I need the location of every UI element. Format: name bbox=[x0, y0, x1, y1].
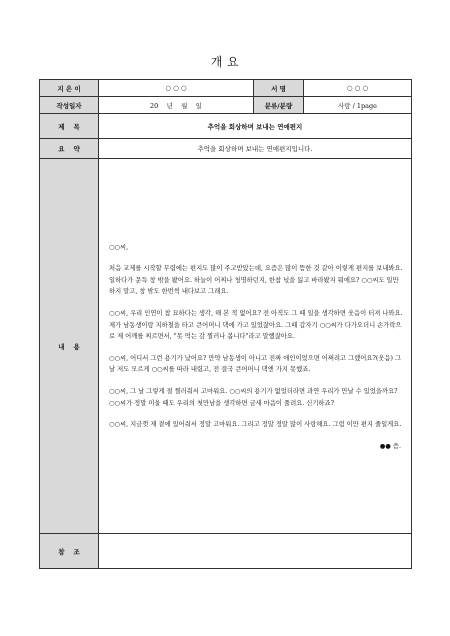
overview-form-table bbox=[39, 79, 412, 569]
letter-signature: ●● 씀. bbox=[379, 442, 401, 450]
reference-value bbox=[99, 534, 412, 569]
subject-row bbox=[40, 114, 412, 139]
date-row bbox=[40, 97, 412, 114]
summary-label: 요 약 bbox=[40, 139, 99, 159]
author-value: ○ ○ ○ bbox=[99, 80, 254, 97]
signature-value: ○ ○ ○ bbox=[304, 80, 412, 97]
date-value: 20 년 월 일 bbox=[99, 97, 254, 114]
content-label: 내 용 bbox=[40, 159, 99, 534]
author-label: 지 은 이 bbox=[40, 80, 99, 97]
summary-row bbox=[40, 139, 412, 159]
reference-label: 참 조 bbox=[40, 534, 99, 569]
summary-value: 추억을 회상하며 보내는 연애편지입니다. bbox=[99, 139, 412, 159]
letter-paragraph: ○○씨, 지금껏 제 곁에 있어줘서 정말 고마워요. 그리고 정말 정말 많이 사랑해요. 그럼 이만 편지 줄일게요. bbox=[109, 421, 402, 429]
subject-value: 추억을 회상하며 보내는 연애편지 bbox=[99, 114, 412, 139]
letter-paragraph: ○○씨, 그 날 그렇게 절 찔러줘서 고마워요. ○○씨의 용기가 없었더라면 과연 우리가 만날 수 있었을까요? ○○씨가 정말 미울 때도 우리의 첫만남을 생각하면 금새 마음이 풀려요. 신기하죠? bbox=[109, 387, 398, 407]
letter-paragraph: ○○씨, 우리 인연이 참 묘하다는 생각, 해 본 적 없어요? 전 아직도 그 때 일을 생각하면 웃음이 터져 나와요. 제가 남동생이랑 지하철을 타고 큰어머니 댁에 가고 있었잖아요. 그때 갑자기 ○○씨가 다가오더니 손가락으로 제 어깨를 찌르면서, "못 먹는 감 찔러나 봅니다"라고 말했잖아요. bbox=[109, 310, 403, 341]
letter-body bbox=[99, 159, 412, 534]
signature-label: 서 명 bbox=[254, 80, 304, 97]
letter-paragraph: ○○씨, 어디서 그런 용기가 났어요? 만약 남동생이 아니고 진짜 애인이었으면 어쩌려고 그랬어요?(웃음) 그 날 저도 모르게 ○○씨를 따라 내렸고, 전 결국 큰어머니 댁엔 가지 못했죠. bbox=[109, 354, 401, 374]
category-label: 분류/분량 bbox=[254, 97, 304, 114]
letter-salutation: ○○씨, bbox=[109, 243, 129, 251]
date-label: 작성일자 bbox=[40, 97, 99, 114]
letter-paragraph: 처음 교제를 시작할 무렵에는 편지도 많이 주고받았는데, 요즘은 많이 뜸한 것 같아 이렇게 편지를 보내봐요. 일하다가 문득 창 밖을 봤어요. 하늘이 어찌나 청명하던지, 한참 넋을 잃고 바라봤지 뭐에요? ○○씨도 일만하지 말고, 창 밖도 한번씩 내다보고 그래요. bbox=[109, 265, 403, 296]
content-row bbox=[40, 159, 412, 534]
page-title: 개 요 bbox=[210, 55, 240, 69]
category-value: 사랑 / 1page bbox=[304, 97, 412, 114]
subject-label: 제 목 bbox=[40, 114, 99, 139]
reference-row bbox=[40, 534, 412, 569]
author-row bbox=[40, 80, 412, 97]
